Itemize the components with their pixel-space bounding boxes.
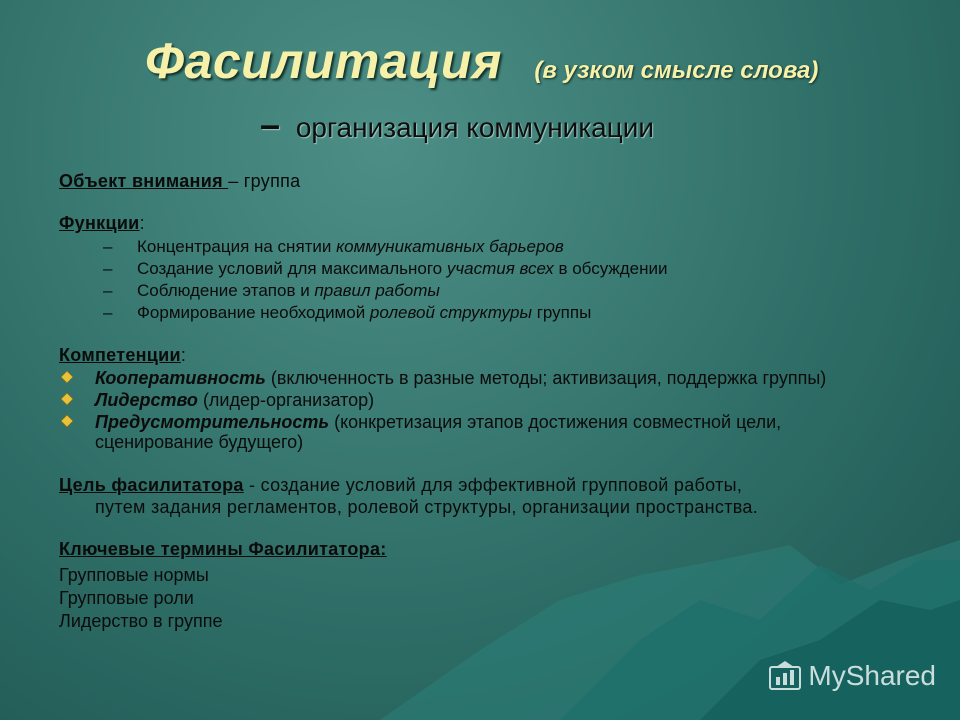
functions-list bbox=[103, 236, 899, 324]
list-item: – Концентрация на снятии коммуникативных барьеров bbox=[103, 236, 899, 258]
functions-colon: : bbox=[139, 213, 145, 233]
goal-line bbox=[59, 474, 899, 496]
goal-text-2: путем задания регламентов, ролевой структуры, организации пространства. bbox=[95, 497, 759, 517]
slide-subtitle bbox=[260, 104, 654, 146]
slide-content bbox=[59, 170, 899, 632]
competencies-colon: : bbox=[180, 345, 187, 365]
diamond-bullet-icon bbox=[61, 371, 73, 383]
list-item: – Создание условий для максимального участия всех в обсуждении bbox=[103, 258, 899, 280]
subtitle-text: организация коммуникации bbox=[295, 112, 655, 143]
key-term-item: Лидерство в группе bbox=[59, 611, 223, 631]
competencies-list bbox=[59, 368, 899, 452]
object-line bbox=[59, 170, 899, 192]
list-item: – Соблюдение этапов и правил работы bbox=[103, 280, 899, 302]
watermark-text: MyShared bbox=[808, 660, 936, 691]
competencies-heading bbox=[59, 344, 899, 366]
myshared-logo-icon bbox=[768, 661, 802, 691]
list-item: – Формирование необходимой ролевой структуры группы bbox=[103, 302, 899, 324]
list-item: Кооперативность (включенность в разные методы; активизация, поддержка группы) bbox=[59, 368, 899, 388]
slide-title bbox=[145, 32, 818, 90]
competencies-label: Компетенции bbox=[59, 345, 181, 365]
functions-label: Функции bbox=[59, 213, 140, 233]
key-term-item: Групповые нормы bbox=[59, 565, 209, 585]
list-item: Лидерство (лидер-организатор) bbox=[59, 390, 899, 410]
goal-label: Цель фасилитатора bbox=[59, 475, 244, 495]
title-main: Фасилитация bbox=[145, 33, 502, 89]
subtitle-dash: – bbox=[260, 104, 281, 145]
list-item: Предусмотрительность (конкретизация этапов достижения совместной цели, сценирование будущего) bbox=[59, 412, 899, 452]
diamond-bullet-icon bbox=[61, 415, 73, 427]
key-terms-heading: Ключевые термины Фасилитатора: bbox=[59, 539, 387, 559]
watermark bbox=[768, 660, 936, 692]
diamond-bullet-icon bbox=[61, 393, 73, 405]
key-term-item: Групповые роли bbox=[59, 588, 194, 608]
title-parenthetical: (в узком смысле слова) bbox=[534, 57, 819, 84]
object-value: – группа bbox=[228, 171, 301, 191]
functions-heading bbox=[59, 212, 899, 234]
goal-text-1: - создание условий для эффективной групповой работы, bbox=[243, 475, 743, 495]
object-label: Объект внимания bbox=[59, 171, 229, 191]
